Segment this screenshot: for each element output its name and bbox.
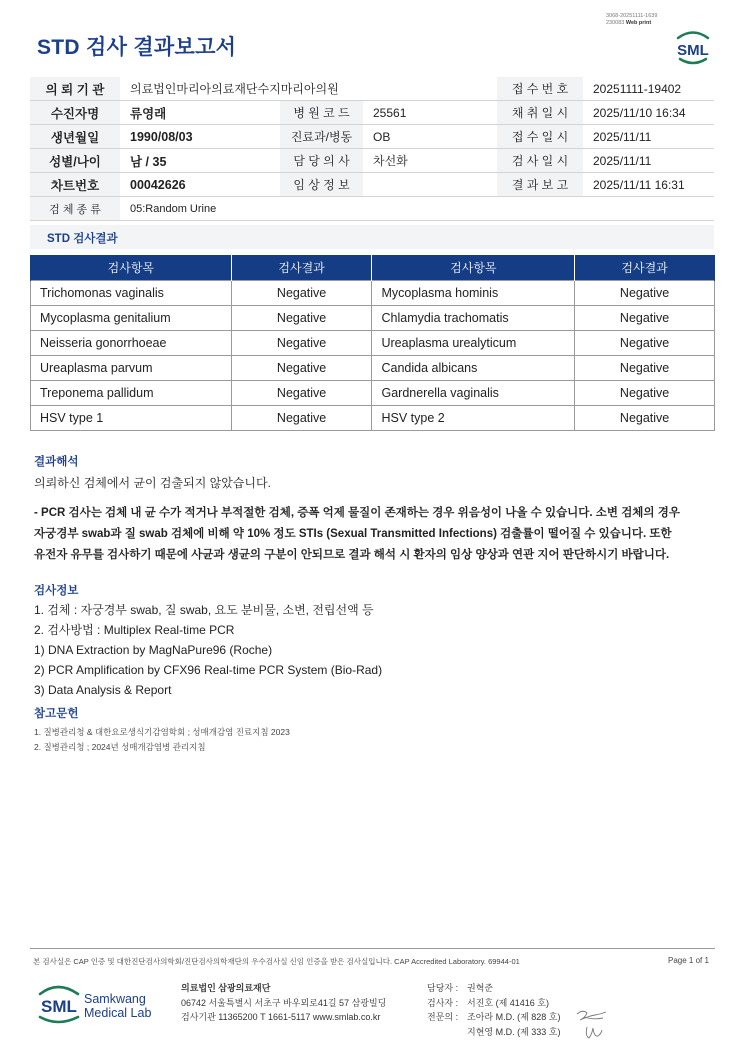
staff-name: 권혁준 <box>467 983 494 993</box>
receipt-no-value: 20251111-19402 <box>583 77 714 101</box>
test-item: HSV type 1 <box>31 406 232 431</box>
footer-divider <box>30 948 715 949</box>
org-name: 의료법인 삼광의료재단 <box>181 983 271 993</box>
result-header-row <box>31 255 715 281</box>
test-result: Negative <box>231 381 372 406</box>
report-date-value: 2025/11/11 16:31 <box>583 173 714 197</box>
interpretation-line: 자궁경부 swab과 질 swab 검체에 비해 약 10% 정도 STIs (Sexual Transmitted Infections) 검출률이 떨어질 수 있습니다. 또한 <box>34 528 672 540</box>
dept-value: OB <box>363 125 497 149</box>
col-header-result: 검사결과 <box>575 255 715 281</box>
report-date-label: 결 과 보 고 <box>497 173 583 197</box>
doctor-label: 담 당 의 사 <box>280 149 363 173</box>
table-row <box>31 281 715 306</box>
test-result: Negative <box>231 331 372 356</box>
chart-no-value: 00042626 <box>120 173 280 197</box>
staff-row <box>427 981 560 996</box>
test-result: Negative <box>231 356 372 381</box>
staff-role: 검사자 : <box>427 997 459 1008</box>
table-row <box>31 331 715 356</box>
clinical-label: 임 상 정 보 <box>280 173 363 197</box>
sex-age-value: 남 / 35 <box>120 149 280 173</box>
reference-line: 1. 질병관리청 & 대한요로생식기감염학회 ; 성매개감염 진료지침 2023 <box>34 727 290 737</box>
test-item: Neisseria gonorrhoeae <box>31 331 232 356</box>
test-info-line: 1) DNA Extraction by MagNaPure96 (Roche) <box>34 643 273 657</box>
org-contact: 검사기관 11365200 T 1661-5117 www.smlab.co.kr <box>181 1012 381 1022</box>
test-date-value: 2025/11/11 <box>583 149 714 173</box>
interpretation-notes <box>34 503 718 566</box>
staff-row <box>427 1025 560 1040</box>
page-number: Page 1 of 1 <box>668 956 709 965</box>
samkwang-logo-name1: Samkwang <box>84 992 146 1006</box>
test-item: Gardnerella vaginalis <box>372 381 575 406</box>
clinical-value <box>363 173 497 197</box>
patient-name-value: 류영래 <box>120 101 280 125</box>
test-date-label: 검 사 일 시 <box>497 149 583 173</box>
interpretation-title: 결과해석 <box>34 456 79 468</box>
samkwang-logo-sml: SML <box>41 997 77 1016</box>
references-title: 참고문헌 <box>34 708 79 720</box>
collection-time-value: 2025/11/10 16:34 <box>583 101 714 125</box>
interpretation-summary: 의뢰하신 검체에서 균이 검출되지 않았습니다. <box>34 476 271 490</box>
page-title: STD 검사 결과보고서 <box>37 36 237 59</box>
col-header-result: 검사결과 <box>231 255 372 281</box>
test-result: Negative <box>575 381 715 406</box>
test-item: Mycoplasma genitalium <box>31 306 232 331</box>
specimen-value: 05:Random Urine <box>120 197 714 221</box>
table-row <box>31 356 715 381</box>
test-item: Ureaplasma parvum <box>31 356 232 381</box>
std-result-table <box>30 255 715 431</box>
info-row <box>30 173 714 197</box>
info-row <box>30 77 714 101</box>
birth-value: 1990/08/03 <box>120 125 280 149</box>
receipt-date-label: 접 수 일 시 <box>497 125 583 149</box>
table-row <box>31 406 715 431</box>
result-section-title: STD 검사결과 <box>47 233 118 245</box>
info-row <box>30 125 714 149</box>
info-row <box>30 197 714 221</box>
print-code-line2: 230083 Web print <box>606 19 652 26</box>
organization-info <box>181 981 386 1025</box>
test-item: HSV type 2 <box>372 406 575 431</box>
staff-role: 담당자 : <box>427 983 459 993</box>
staff-info <box>427 981 560 1039</box>
test-info-list <box>34 600 382 700</box>
test-info-line: 2. 검사방법 : Multiplex Real-time PCR <box>34 623 235 637</box>
test-item: Ureaplasma urealyticum <box>372 331 575 356</box>
test-item: Treponema pallidum <box>31 381 232 406</box>
table-row <box>31 306 715 331</box>
signature-1 <box>575 1008 609 1024</box>
samkwang-logo <box>36 980 186 1028</box>
interpretation-line: - PCR 검사는 검체 내 균 수가 적거나 부적절한 검체, 증폭 억제 물질이 존재하는 경우 위음성이 나올 수 있습니다. 소변 검체의 경우 <box>34 507 680 519</box>
patient-info-table <box>30 77 714 221</box>
test-result: Negative <box>231 281 372 306</box>
test-result: Negative <box>575 281 715 306</box>
test-item: Chlamydia trachomatis <box>372 306 575 331</box>
samkwang-logo-name2: Medical Lab <box>84 1006 152 1020</box>
test-result: Negative <box>231 406 372 431</box>
col-header-test-item: 검사항목 <box>31 255 232 281</box>
references-list <box>34 725 290 755</box>
staff-row <box>427 996 560 1011</box>
patient-name-label: 수진자명 <box>30 101 120 125</box>
interpretation-line: 유전자 유무를 검사하기 때문에 사균과 생균의 구분이 안되므로 결과 해석 시 환자의 임상 양상과 연관 지어 판단하시기 바랍니다. <box>34 549 670 561</box>
print-code-line1: 3068-20251111-1639 <box>606 13 658 19</box>
signature-2 <box>583 1024 605 1041</box>
test-item: Trichomonas vaginalis <box>31 281 232 306</box>
test-item: Mycoplasma hominis <box>372 281 575 306</box>
info-row <box>30 149 714 173</box>
org-address: 06742 서울특별시 서초구 바우뫼로41길 57 삼광빌딩 <box>181 997 387 1008</box>
test-result: Negative <box>231 306 372 331</box>
staff-row <box>427 1010 560 1025</box>
sml-logo-text: SML <box>677 42 709 59</box>
result-section-header <box>30 225 714 249</box>
doctor-value: 차선화 <box>363 149 497 173</box>
chart-no-label: 차트번호 <box>30 173 120 197</box>
staff-name: 조아라 M.D. (제 828 호) <box>467 1012 561 1022</box>
col-header-test-item: 검사항목 <box>372 255 575 281</box>
test-info-line: 1. 검체 : 자궁경부 swab, 질 swab, 요도 분비물, 소변, 전립선액 등 <box>34 603 374 617</box>
reference-line: 2. 질병관리청 ; 2024년 성매개감염병 관리지침 <box>34 742 206 752</box>
info-row <box>30 101 714 125</box>
accreditation-note: 본 검사실은 CAP 인증 및 대한진단검사의학회/진단검사의학재단의 우수검사실 신임 인증을 받은 검사실입니다. CAP Accredited Laboratory. 69944-01 <box>33 957 520 966</box>
staff-role: 전문의 : <box>427 1012 459 1022</box>
sex-age-label: 성별/나이 <box>30 149 120 173</box>
institution-label: 의 뢰 기 관 <box>30 77 120 101</box>
test-result: Negative <box>575 306 715 331</box>
test-result: Negative <box>575 356 715 381</box>
hospital-code-label: 병 원 코 드 <box>280 101 363 125</box>
staff-name: 서진호 (제 41416 호) <box>467 997 549 1008</box>
table-row <box>31 381 715 406</box>
specimen-label: 검 체 종 류 <box>30 197 120 221</box>
test-info-line: 3) Data Analysis & Report <box>34 683 172 697</box>
receipt-date-value: 2025/11/11 <box>583 125 714 149</box>
collection-time-label: 채 취 일 시 <box>497 101 583 125</box>
sml-logo <box>672 26 714 66</box>
print-code <box>606 13 657 26</box>
test-item: Candida albicans <box>372 356 575 381</box>
test-result: Negative <box>575 331 715 356</box>
staff-name: 지현영 M.D. (제 333 호) <box>467 1026 561 1037</box>
test-info-title: 검사정보 <box>34 585 79 597</box>
test-result: Negative <box>575 406 715 431</box>
institution-value: 의료법인마리아의료재단수지마리아의원 <box>120 77 497 101</box>
test-info-line: 2) PCR Amplification by CFX96 Real-time PCR System (Bio-Rad) <box>34 663 383 677</box>
dept-label: 진료과/병동 <box>280 125 363 149</box>
receipt-no-label: 접 수 번 호 <box>497 77 583 101</box>
birth-label: 생년월일 <box>30 125 120 149</box>
hospital-code-value: 25561 <box>363 101 497 125</box>
